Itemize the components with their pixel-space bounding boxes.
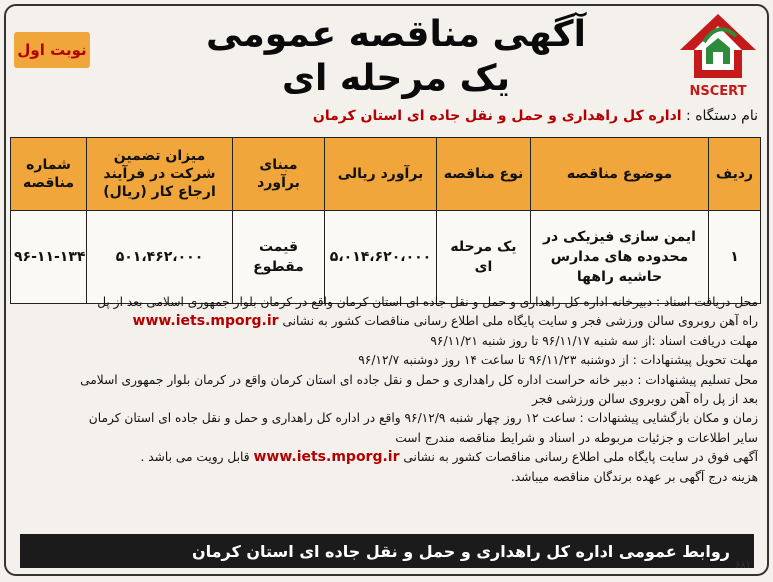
body-line: مهلت تحویل پیشنهادات : از دوشنبه ۹۶/۱۱/۲۳ تا ساعت ۱۴ روز دوشنبه ۹۶/۱۲/۷ — [358, 353, 758, 368]
col-header-tender-type: نوع مناقصه — [437, 138, 531, 211]
body-line-text: راه آهن روبروی سالن ورزشی فجر و سایت پایگاه ملی اطلاع رسانی مناقصات کشور به نشانی — [282, 314, 758, 329]
col-header-row-number: ردیف — [709, 138, 761, 211]
col-header-guarantee: میزان تضمین شرکت در فرآیند ارجاع کار (ریال) — [87, 138, 233, 211]
body-line: زمان و مکان بازگشایی پیشنهادات : ساعت ۱۲ روز چهار شنبه ۹۶/۱۲/۹ واقع در اداره کل راهداری و حمل و نقل جاده ای استان کرمان — [88, 411, 758, 426]
col-header-tender-number: شماره مناقصه — [11, 138, 87, 211]
organization-label: نام دستگاه : — [681, 108, 758, 124]
first-round-badge: نوبت اول — [14, 32, 90, 68]
body-line-text: قابل رویت می باشد . — [140, 450, 250, 465]
body-line — [12, 312, 758, 331]
cell-tender-number: ۹۶-۱۱-۱۳۴ — [11, 211, 87, 304]
organization-line — [312, 108, 758, 124]
col-header-estimate-basis: مبنای برآورد — [233, 138, 325, 211]
col-header-estimate: برآورد ریالی — [325, 138, 437, 211]
table-row — [11, 211, 761, 304]
iets-link-second[interactable]: www.iets.mporg.ir — [253, 449, 400, 466]
cell-guarantee: ۵۰۱،۴۶۲،۰۰۰ — [87, 211, 233, 304]
cell-tender-type: یک مرحله ای — [437, 211, 531, 304]
nscert-logo-icon — [676, 12, 760, 99]
notice-title: آگهی مناقصه عمومی — [206, 14, 586, 55]
cell-estimate: ۵،۰۱۴،۶۲۰،۰۰۰ — [325, 211, 437, 304]
body-line: محل دریافت اسناد : دبیرخانه اداره کل راهداری و حمل و نقل جاده ای استان کرمان واقع در کرمان بلوار جمهوری اسلامی بعد از پل — [97, 295, 758, 309]
notice-body — [12, 293, 758, 487]
tender-table — [10, 137, 761, 304]
body-line: بعد از پل راه آهن روبروی سالن ورزشی فجر — [532, 392, 758, 407]
table-header-row — [11, 138, 761, 211]
page-number: ۶۸۱ — [734, 560, 752, 571]
public-relations-footer: روابط عمومی اداره کل راهداری و حمل و نقل جاده ای استان کرمان — [20, 534, 754, 568]
body-line — [12, 448, 758, 467]
body-line-text: آگهی فوق در سایت پایگاه ملی اطلاع رسانی مناقصات کشور به نشانی — [403, 450, 758, 465]
body-line: سایر اطلاعات و جزئیات مربوطه در اسناد و شرایط مناقصه مندرج است — [395, 430, 758, 445]
body-line: محل تسلیم پیشنهادات : دبیر خانه حراست اداره کل راهداری و حمل و نقل جاده ای استان کرمان واقع در کرمان بلوار جمهوری اسلامی — [80, 372, 758, 387]
notice-subtitle: یک مرحله ای — [282, 58, 510, 99]
body-line: مهلت دریافت اسناد :از سه شنبه ۹۶/۱۱/۱۷ تا روز شنبه ۹۶/۱۱/۲۱ — [430, 333, 758, 348]
cell-subject: ایمن سازی فیزیکی در محدوده های مدارس حاشیه راهها — [531, 211, 709, 304]
logo-text: NSCERT — [689, 84, 747, 99]
cell-estimate-basis: قیمت مقطوع — [233, 211, 325, 304]
notice-header — [6, 6, 767, 106]
cell-row-number: ۱ — [709, 211, 761, 304]
col-header-subject: موضوع مناقصه — [531, 138, 709, 211]
organization-name: اداره کل راهداری و حمل و نقل جاده ای استان کرمان — [312, 108, 682, 124]
body-line: هزینه درج آگهی بر عهده برندگان مناقصه میباشد. — [510, 469, 758, 484]
iets-link[interactable]: www.iets.mporg.ir — [132, 313, 279, 330]
